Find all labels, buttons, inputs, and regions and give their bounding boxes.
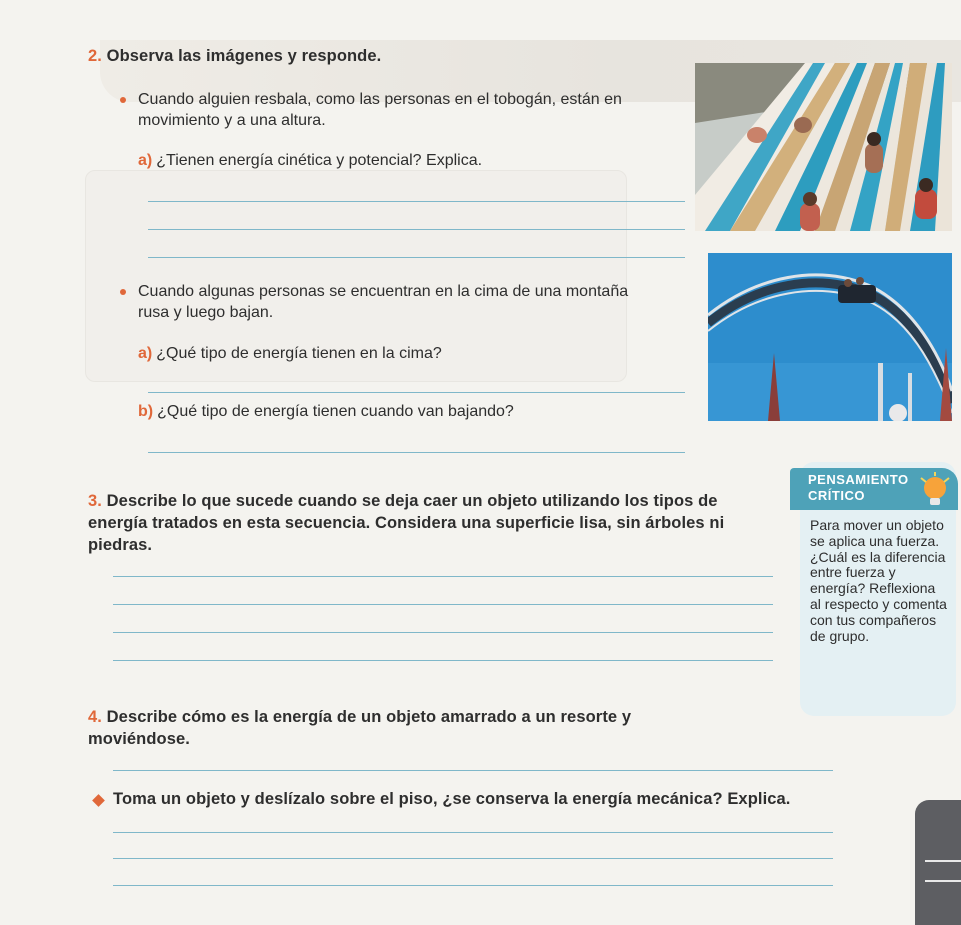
q2-a2-letter: a) — [138, 345, 153, 362]
answer-line[interactable] — [113, 576, 773, 577]
q4-title-text: Describe cómo es la energía de un objeto amarrado a un resorte y moviéndose. — [88, 708, 632, 748]
rollercoaster-illustration — [708, 253, 952, 421]
answer-line[interactable] — [148, 201, 685, 202]
q2-part-a1 — [138, 152, 482, 170]
bullet-dot — [120, 97, 126, 103]
bullet-dot — [120, 289, 126, 295]
answer-line[interactable] — [113, 660, 773, 661]
q2-title — [88, 47, 381, 66]
critical-thinking-title-line2: CRÍTICO — [808, 488, 865, 503]
q2-number: 2. — [88, 47, 102, 65]
activity-diamond-icon — [92, 794, 105, 807]
q2-a2-text: ¿Qué tipo de energía tienen en la cima? — [156, 345, 442, 362]
answer-line[interactable] — [148, 257, 685, 258]
activity-title: Toma un objeto y deslízalo sobre el piso, ¿se conserva la energía mecánica? Explica. — [113, 790, 791, 808]
q2-a1-letter: a) — [138, 152, 153, 169]
critical-thinking-title — [808, 472, 909, 504]
rollercoaster-photo — [708, 253, 952, 421]
q3-title — [88, 490, 748, 556]
answer-line[interactable] — [113, 885, 833, 886]
answer-line[interactable] — [148, 452, 685, 453]
q2-bullet-1: Cuando alguien resbala, como las personas en el tobogán, están en movimiento y a una altura. — [138, 91, 622, 129]
answer-line[interactable] — [113, 770, 833, 771]
answer-line[interactable] — [113, 858, 833, 859]
tab-line — [925, 860, 961, 862]
tab-line — [925, 880, 961, 882]
page-edge-tab — [915, 800, 961, 925]
critical-thinking-body: Para mover un objeto se aplica una fuerza. ¿Cuál es la diferencia entre fuerza y energía? Reflexiona al respecto y comenta con tus compañeros de grupo. — [810, 517, 947, 644]
q3-number: 3. — [88, 492, 102, 510]
q2-b2-letter: b) — [138, 403, 154, 420]
answer-line[interactable] — [113, 832, 833, 833]
q3-title-text: Describe lo que sucede cuando se deja caer un objeto utilizando los tipos de energía tratados en esta secuencia. Considera una superficie lisa, sin árboles ni piedras. — [88, 492, 725, 554]
answer-line[interactable] — [148, 229, 685, 230]
answer-line[interactable] — [113, 632, 773, 633]
q4-title — [88, 706, 708, 750]
lightbulb-icon — [918, 472, 952, 515]
q2-part-a2 — [138, 345, 442, 363]
waterslide-illustration — [695, 63, 952, 231]
q2-part-b2 — [138, 403, 514, 421]
q4-number: 4. — [88, 708, 102, 726]
q2-b2-text: ¿Qué tipo de energía tienen cuando van bajando? — [157, 403, 514, 420]
answer-line[interactable] — [148, 392, 685, 393]
waterslide-photo — [695, 63, 952, 231]
q2-a1-text: ¿Tienen energía cinética y potencial? Explica. — [156, 152, 483, 169]
critical-thinking-title-line1: PENSAMIENTO — [808, 472, 909, 487]
q2-bullet-2: Cuando algunas personas se encuentran en la cima de una montaña rusa y luego bajan. — [138, 283, 629, 321]
q2-title-text: Observa las imágenes y responde. — [106, 47, 382, 65]
answer-line[interactable] — [113, 604, 773, 605]
